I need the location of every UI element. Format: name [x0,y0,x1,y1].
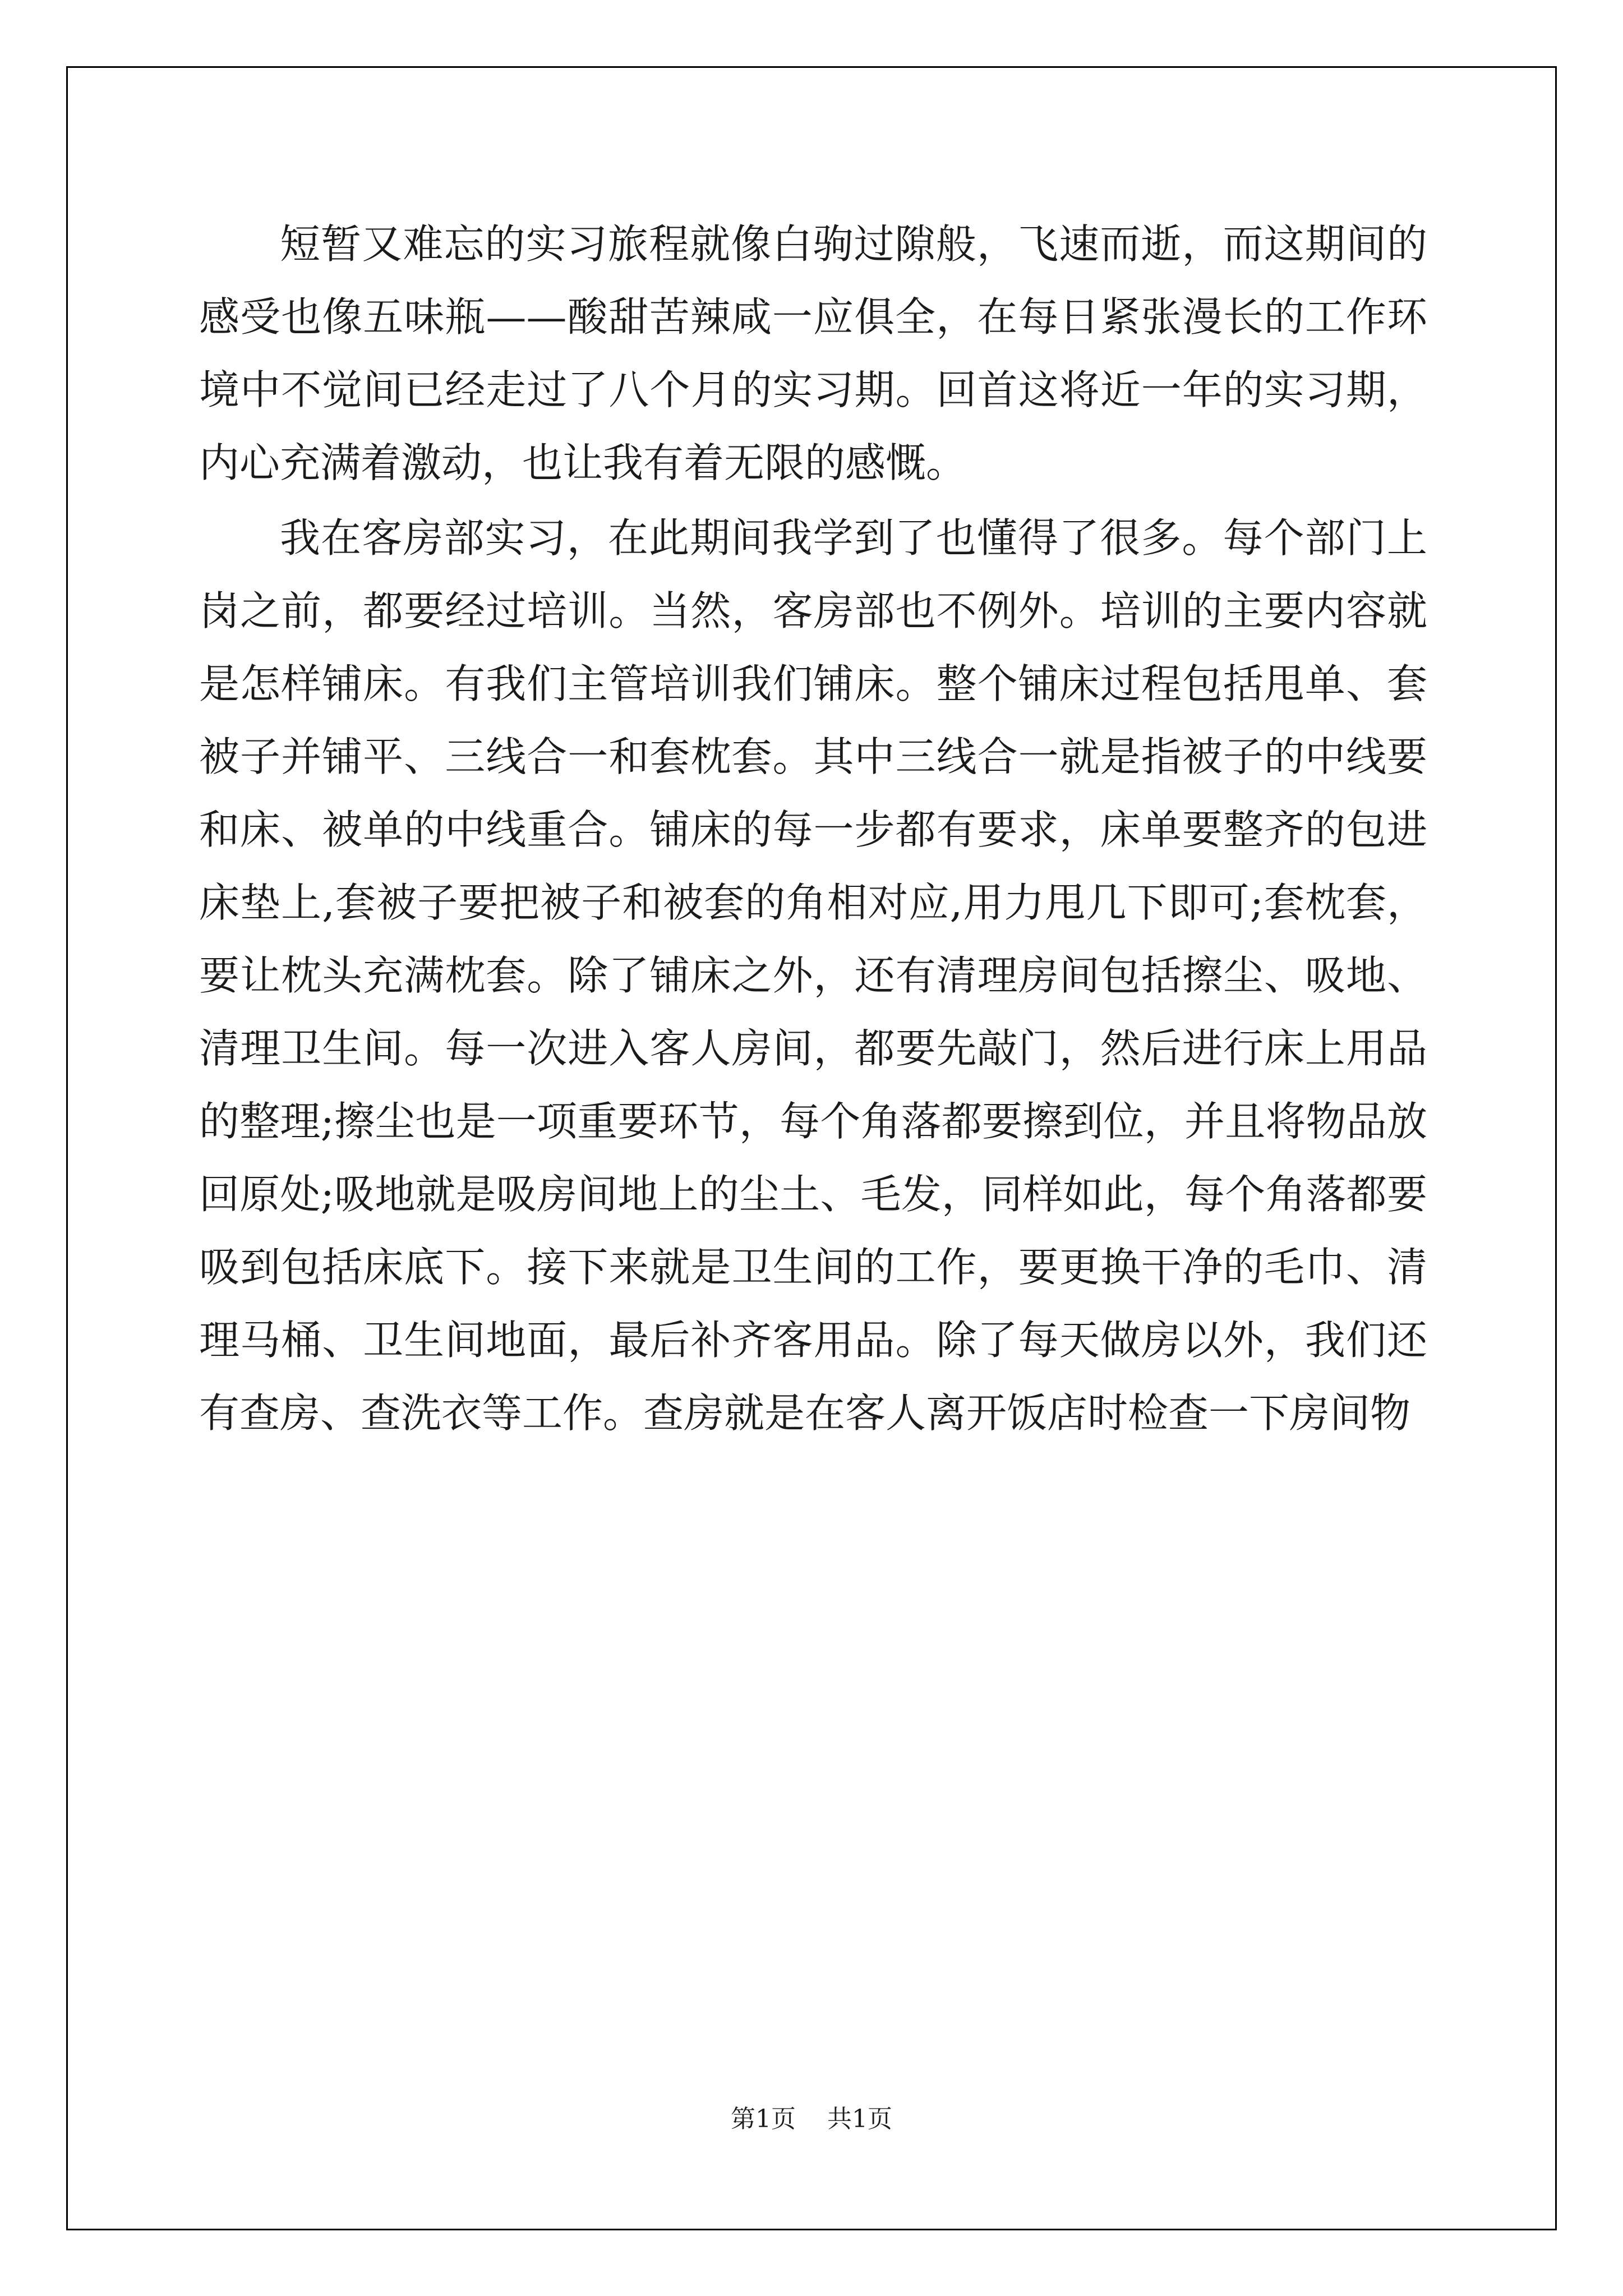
page-total: 共1页 [827,2105,892,2133]
paragraph-1: 短暂又难忘的实习旅程就像白驹过隙般，飞速而逝，而这期间的感受也像五味瓶——酸甜苦辣咸一应俱全，在每日紧张漫长的工作环境中不觉间已经走过了八个月的实习期。回首这将近一年的实习期，内心充满着激动，也让我有着无限的感慨。 [199,220,1427,486]
document-body [199,208,1427,1452]
page-footer [0,2099,1623,2134]
paragraph-2: 我在客房部实习，在此期间我学到了也懂得了很多。每个部门上岗之前，都要经过培训。当然，客房部也不例外。培训的主要内容就是怎样铺床。有我们主管培训我们铺床。整个铺床过程包括甩单、套被子并铺平、三线合一和套枕套。其中三线合一就是指被子的中线要和床、被单的中线重合。铺床的每一步都有要求，床单要整齐的包进床垫上,套被子要把被子和被套的角相对应,用力甩几下即可;套枕套，要让枕头充满枕套。除了铺床之外，还有清理房间包括擦尘、吸地、清理卫生间。每一次进入客人房间，都要先敲门，然后进行床上用品的整理;擦尘也是一项重要环节，每个角落都要擦到位，并且将物品放回原处;吸地就是吸房间地上的尘土、毛发，同样如此，每个角落都要吸到包括床底下。接下来就是卫生间的工作，要更换干净的毛巾、清理马桶、卫生间地面，最后补齐客用品。除了每天做房以外，我们还有查房、查洗衣等工作。查房就是在客人离开饭店时检查一下房间物 [199,514,1427,1437]
page-number: 第1页 [731,2105,796,2133]
